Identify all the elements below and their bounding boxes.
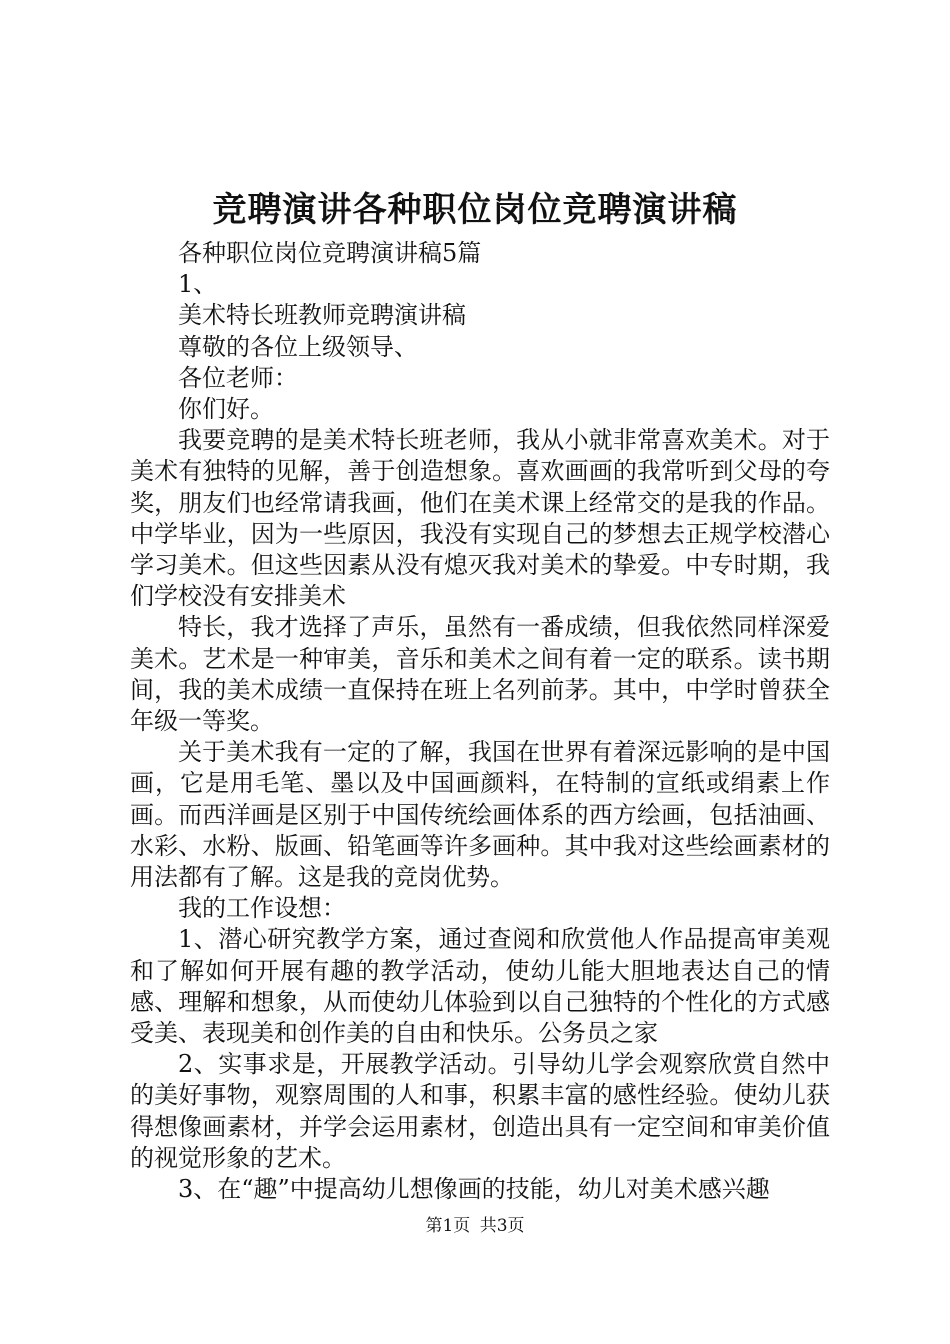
subtitle-line: 各种职位岗位竞聘演讲稿5篇: [178, 239, 482, 267]
body-paragraph: 1、潜心研究教学方案，通过查阅和欣赏他人作品提高审美观和了解如何开展有趣的教学活动，使幼儿能大胆地表达自己的情感、理解和想象，从而使幼儿体验到以自己独特的个性化的方式感受美、表现美和创作美的自由和快乐。公务员之家: [130, 925, 830, 1048]
body-paragraph: 3、在“趣”中提高幼儿想像画的技能，幼儿对美术感兴趣: [178, 1175, 770, 1204]
body-paragraph: 关于美术我有一定的了解，我国在世界有着深远影响的是中国画，它是用毛笔、墨以及中国画颜料，在特制的宣纸或绢素上作画。而西洋画是区别于中国传统绘画体系的西方绘画，包括油画、水彩、水粉、版画、铅笔画等许多画种。其中我对这些绘画素材的用法都有了解。这是我的竞岗优势。: [130, 738, 830, 892]
body-paragraph: 我要竞聘的是美术特长班老师，我从小就非常喜欢美术。对于美术有独特的见解，善于创造想象。喜欢画画的我常听到父母的夸奖，朋友们也经常请我画，他们在美术课上经常交的是我的作品。中学毕业，因为一些原因，我没有实现自己的梦想去正规学校潜心学习美术。但这些因素从没有熄灭我对美术的挚爱。中专时期，我们学校没有安排美术: [130, 426, 830, 611]
section-heading: 美术特长班教师竞聘演讲稿: [178, 301, 466, 330]
body-paragraph: 特长，我才选择了声乐，虽然有一番成绩，但我依然同样深爱美术。艺术是一种审美，音乐和美术之间有着一定的联系。读书期间，我的美术成绩一直保持在班上名列前茅。其中，中学时曾获全年级一等奖。: [130, 613, 830, 736]
body-paragraph: 我的工作设想：: [178, 894, 346, 923]
greeting-line: 你们好。: [178, 395, 274, 424]
body-paragraph: 2、实事求是，开展教学活动。引导幼儿学会观察欣赏自然中的美好事物，观察周围的人和事，积累丰富的感性经验。使幼儿获得想像画素材，并学会运用素材，创造出具有一定空间和审美价值的视觉形象的艺术。: [130, 1050, 830, 1172]
document-body: [130, 238, 830, 1205]
salutation-line: 各位老师：: [178, 363, 298, 392]
document-title: 竞聘演讲各种职位岗位竞聘演讲稿: [212, 190, 738, 230]
section-number: 1、: [178, 270, 218, 299]
salutation-line: 尊敬的各位上级领导、: [178, 332, 418, 361]
page-footer: 第1页 共3页: [425, 1216, 525, 1236]
